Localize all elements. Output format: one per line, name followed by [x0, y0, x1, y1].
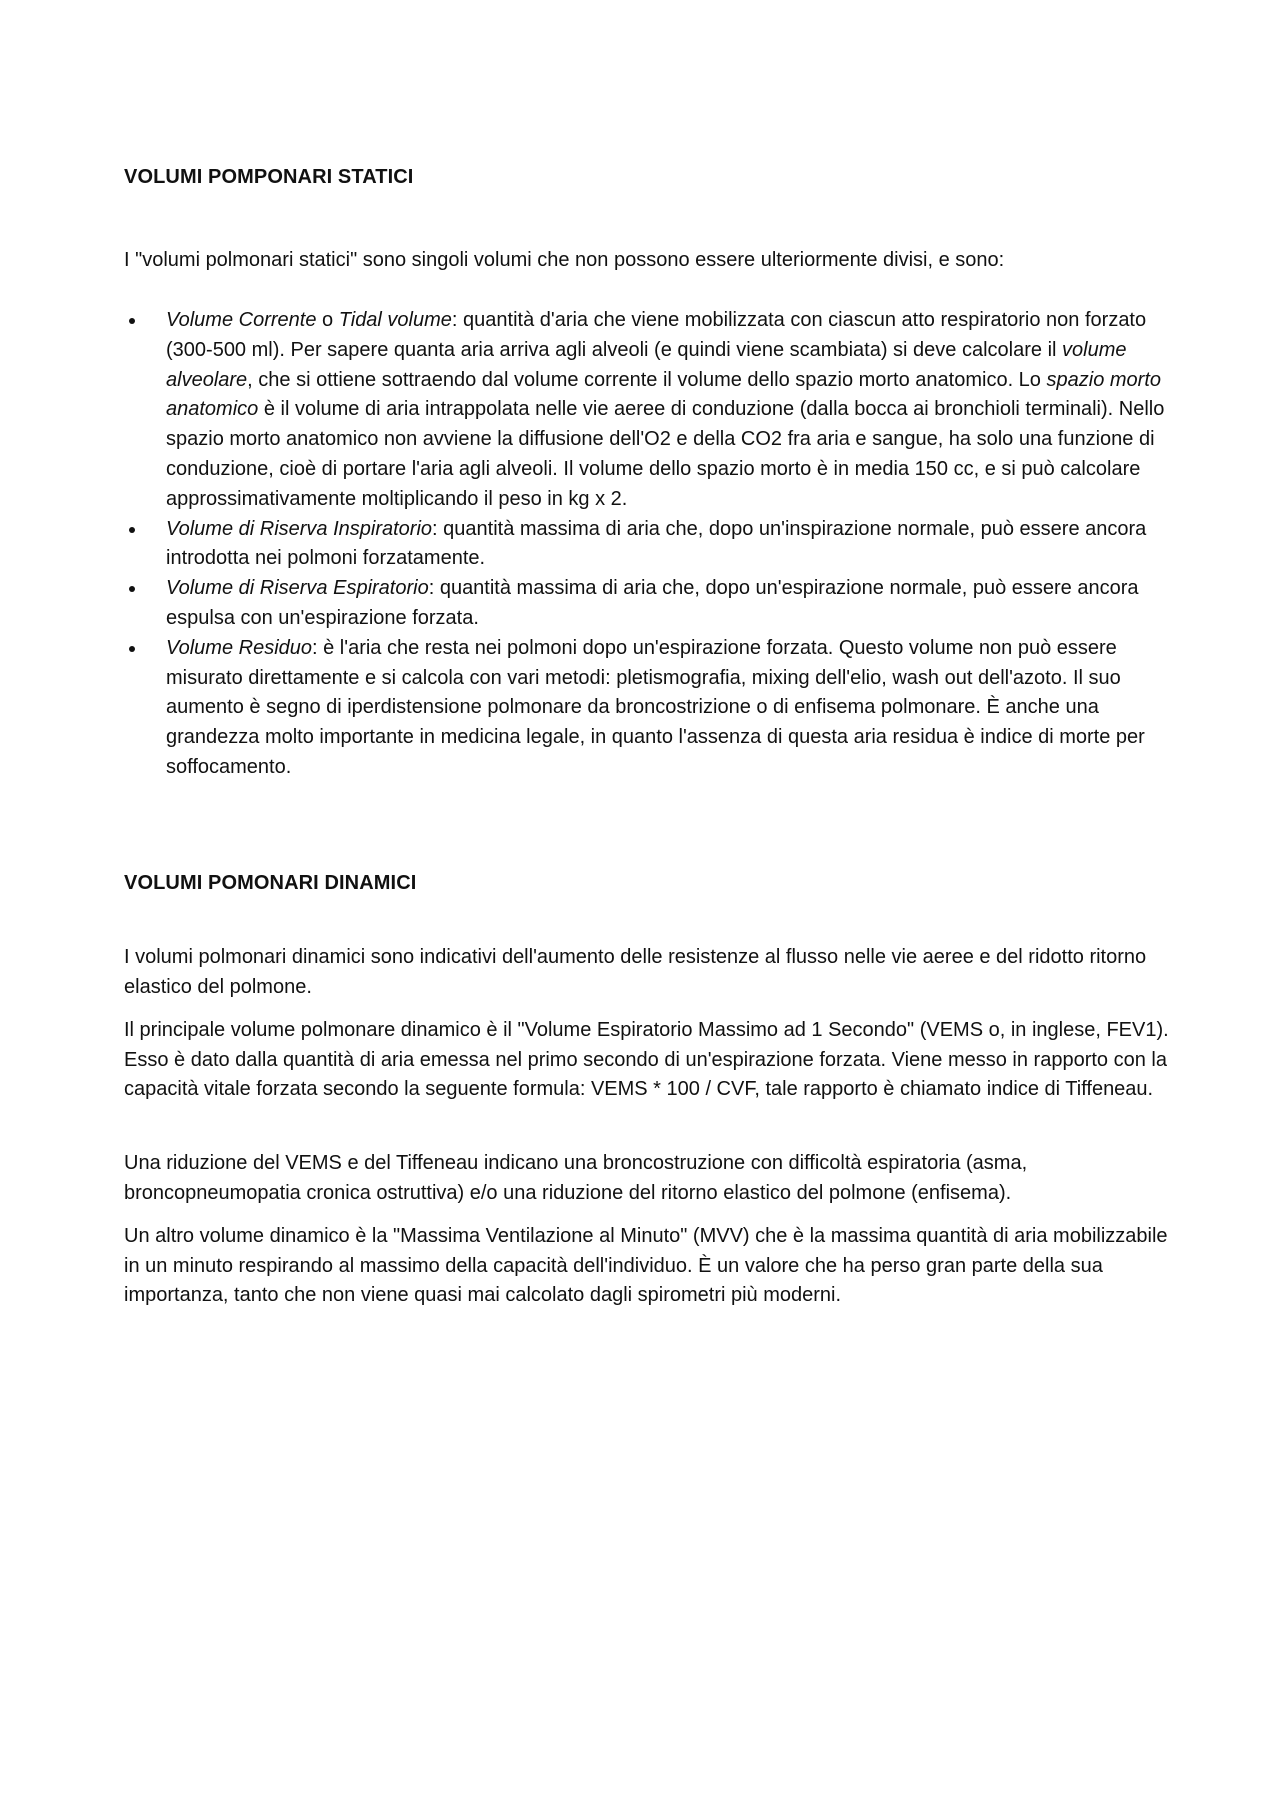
section-static-title: VOLUMI POMPONARI STATICI [124, 166, 414, 188]
bullet-icon [129, 527, 135, 533]
dynamic-paragraph-3: Una riduzione del VEMS e del Tiffeneau indicano una broncostruzione con difficoltà espiratoria (asma, broncopneumopatia cronica ostruttiva) e/o una riduzione del ritorno elastico del polmone (enfisema). [124, 1152, 1028, 1204]
section-static-intro: I "volumi polmonari statici" sono singoli volumi che non possono essere ulteriormente divisi, e sono: [124, 249, 1005, 271]
list-item-riserva-espiratorio: Volume di Riserva Espiratorio: quantità massima di aria che, dopo un'espirazione normale, può essere ancora espulsa con un'espirazione forzata. [124, 574, 1184, 634]
list-item-volume-corrente: Volume Corrente o Tidal volume: quantità d'aria che viene mobilizzata con ciascun atto respiratorio non forzato (300-500 ml). Per sapere quanta aria arriva agli alveoli (e quindi viene scambiata) si deve calcolare il volume alveolare, che si ottiene sottraendo dal volume corrente il volume dello spazio morto anatomico. Lo spazio morto anatomico è il volume di aria intrappolata nelle vie aeree di conduzione (dalla bocca ai bronchioli terminali). Nello spazio morto anatomico non avviene la diffusione dell'O2 e della CO2 fra aria e sangue, ha solo una funzione di conduzione, cioè di portare l'aria agli alveoli. Il volume dello spazio morto è in media 150 cc, e si può calcolare approssimativamente moltiplicando il peso in kg x 2. [124, 306, 1184, 515]
dynamic-paragraph-2: Il principale volume polmonare dinamico è il "Volume Espiratorio Massimo ad 1 Secondo" (VEMS o, in inglese, FEV1). Esso è dato dalla quantità di aria emessa nel primo secondo di un'espirazione forzata. Viene messo in rapporto con la capacità vitale forzata secondo la seguente formula: VEMS * 100 / CVF, tale rapporto è chiamato indice di Tiffeneau. [124, 1019, 1169, 1100]
list-item-volume-residuo: Volume Residuo: è l'aria che resta nei polmoni dopo un'espirazione forzata. Questo volume non può essere misurato direttamente e si calcola con vari metodi: pletismografia, mixing dell'elio, wash out dell'azoto. Il suo aumento è segno di iperdistensione polmonare da broncostrizione o di enfisema polmonare. È anche una grandezza molto importante in medicina legale, in quanto l'assenza di questa aria residua è indice di morte per soffocamento. [124, 634, 1184, 783]
bullet-icon [129, 318, 135, 324]
bullet-icon [129, 646, 135, 652]
static-volumes-list [124, 306, 1184, 783]
dynamic-paragraph-1: I volumi polmonari dinamici sono indicativi dell'aumento delle resistenze al flusso nelle vie aeree e del ridotto ritorno elastico del polmone. [124, 946, 1147, 998]
list-item-riserva-inspiratorio: Volume di Riserva Inspiratorio: quantità massima di aria che, dopo un'inspirazione normale, può essere ancora introdotta nei polmoni forzatamente. [124, 515, 1184, 575]
dynamic-paragraph-4: Un altro volume dinamico è la "Massima Ventilazione al Minuto" (MVV) che è la massima quantità di aria mobilizzabile in un minuto respirando al massimo della capacità dell'individuo. È un valore che ha perso gran parte della sua importanza, tanto che non viene quasi mai calcolato dagli spirometri più moderni. [124, 1225, 1168, 1306]
bullet-icon [129, 586, 135, 592]
section-dynamic-title: VOLUMI POMONARI DINAMICI [124, 872, 417, 894]
